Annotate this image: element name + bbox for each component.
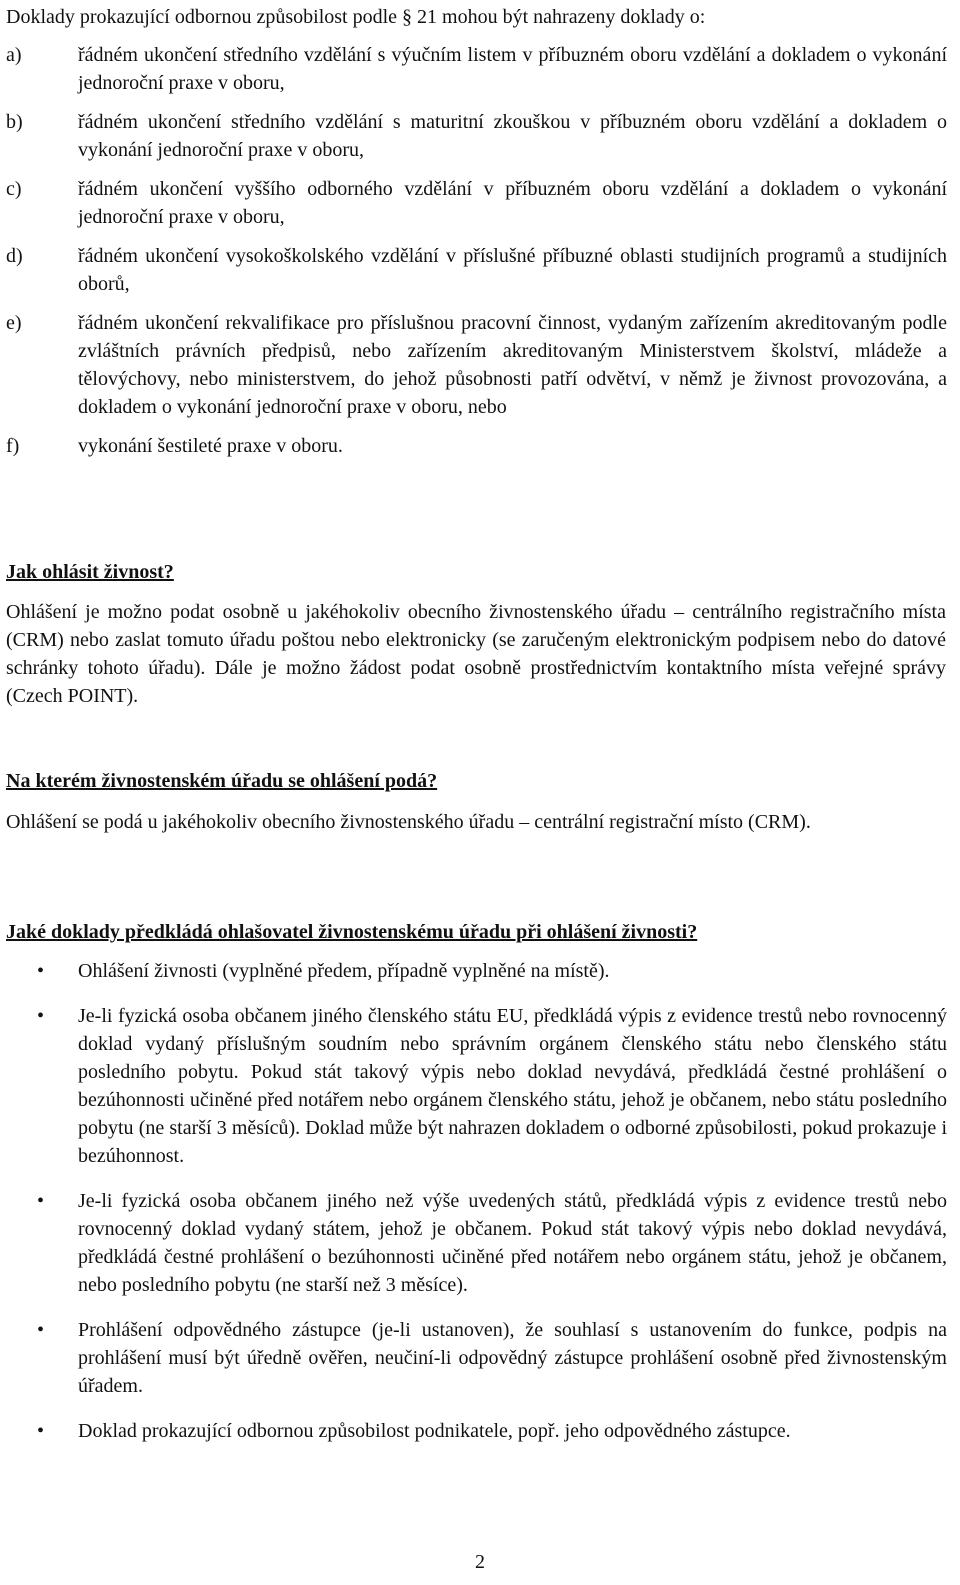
list-item-text: Doklad prokazující odbornou způsobilost podnikatele, popř. jeho odpovědného zástupce. (78, 1420, 791, 1442)
list-item (6, 175, 947, 231)
list-item-letter: f) (6, 435, 20, 457)
section-body-which-office: Ohlášení se podá u jakéhokoliv obecního živnostenského úřadu – centrální registrační místo (CRM). (6, 811, 811, 833)
list-item-text: Je-li fyzická osoba občanem jiného členského státu EU, předkládá výpis z evidence trestů nebo rovnocenný doklad vydaný příslušným soudním nebo správním orgánem členského státu nebo členského státu posledního pobytu. Pokud stát takový výpis nebo doklad nevydává, předkládá čestné prohlášení o bezúhonnosti učiněné před notářem nebo orgánem členského státu, jehož je občanem, nebo státu posledního pobytu (ne starší 3 měsíců). Doklad může být nahrazen dokladem o odborné způsobilosti, pokud prokazuje i bezúhonnost. (78, 1005, 947, 1167)
list-item (6, 1187, 947, 1299)
bullet-icon: • (37, 1319, 45, 1341)
list-item-text: vykonání šestileté praxe v oboru. (78, 435, 343, 457)
page-number: 2 (475, 1551, 485, 1573)
list-item-text: Ohlášení živnosti (vyplněné předem, případně vyplněné na místě). (78, 960, 610, 982)
list-item-text: Prohlášení odpovědného zástupce (je-li ustanoven), že souhlasí s ustanovením do funkce, podpis na prohlášení musí být úředně ověřen, neučiní-li odpovědný zástupce prohlášení osobně před živnostenským úřadem. (78, 1319, 947, 1397)
list-item-letter: d) (6, 245, 23, 267)
list-item-text: řádném ukončení středního vzdělání s výučním listem v příbuzném oboru vzdělání a dokladem o vykonání jednoroční praxe v oboru, (78, 44, 947, 94)
list-item (6, 1417, 947, 1445)
list-item-text: Je-li fyzická osoba občanem jiného než výše uvedených států, předkládá výpis z evidence trestů nebo rovnocenný doklad vydaný státem, jehož je občanem. Pokud stát takový výpis nebo doklad nevydává, předkládá čestné prohlášení o bezúhonnosti učiněné před notářem nebo orgánem státu, jehož je občanem, nebo posledního pobytu (ne starší než 3 měsíce). (78, 1190, 947, 1296)
section-heading-which-office: Na kterém živnostenském úřadu se ohlášení podá? (6, 770, 438, 792)
list-item-letter: c) (6, 178, 22, 200)
list-item (6, 242, 947, 298)
list-item-letter: e) (6, 312, 22, 334)
list-item-text: řádném ukončení středního vzdělání s maturitní zkouškou v příbuzném oboru vzdělání a dokladem o vykonání jednoroční praxe v oboru, (78, 111, 947, 161)
list-item (6, 432, 947, 460)
list-item-letter: b) (6, 111, 23, 133)
bullet-icon: • (37, 1420, 45, 1442)
list-item-text: řádném ukončení vysokoškolského vzdělání v příslušné příbuzné oblasti studijních programů a studijních oborů, (78, 245, 947, 295)
documents-list (6, 957, 947, 1445)
section-heading-how-to-register: Jak ohlásit živnost? (6, 561, 174, 583)
list-item (6, 957, 947, 985)
section-body-how-to-register: Ohlášení je možno podat osobně u jakéhokoliv obecního živnostenského úřadu – centrálního registračního místa (CRM) nebo zaslat tomuto úřadu poštou nebo elektronicky (se zaručeným elektronickým podpisem nebo do datové schránky tohoto úřadu). Dále je možno žádost podat osobně prostřednictvím kontaktního místa veřejné správy (Czech POINT). (6, 601, 946, 707)
list-item (6, 108, 947, 164)
list-item (6, 1316, 947, 1400)
intro-text: Doklady prokazující odbornou způsobilost podle § 21 mohou být nahrazeny doklady o: (6, 6, 706, 28)
list-item (6, 41, 947, 97)
list-item (6, 1002, 947, 1170)
bullet-icon: • (37, 1005, 45, 1027)
qualification-list (6, 41, 947, 460)
list-item (6, 309, 947, 421)
bullet-icon: • (37, 960, 45, 982)
list-item-text: řádném ukončení vyššího odborného vzdělání v příbuzném oboru vzdělání a dokladem o vykonání jednoroční praxe v oboru, (78, 178, 947, 228)
list-item-letter: a) (6, 44, 22, 66)
list-item-text: řádném ukončení rekvalifikace pro příslušnou pracovní činnost, vydaným zařízením akreditovaným podle zvláštních právních předpisů, nebo zařízením akreditovaným Ministerstvem školství, mládeže a tělovýchovy, nebo ministerstvem, do jehož působnosti patří odvětví, v němž je živnost provozována, a dokladem o vykonání jednoroční praxe v oboru, nebo (78, 312, 947, 418)
section-heading-documents: Jaké doklady předkládá ohlašovatel živnostenskému úřadu při ohlášení živnosti? (6, 921, 698, 943)
bullet-icon: • (37, 1190, 45, 1212)
